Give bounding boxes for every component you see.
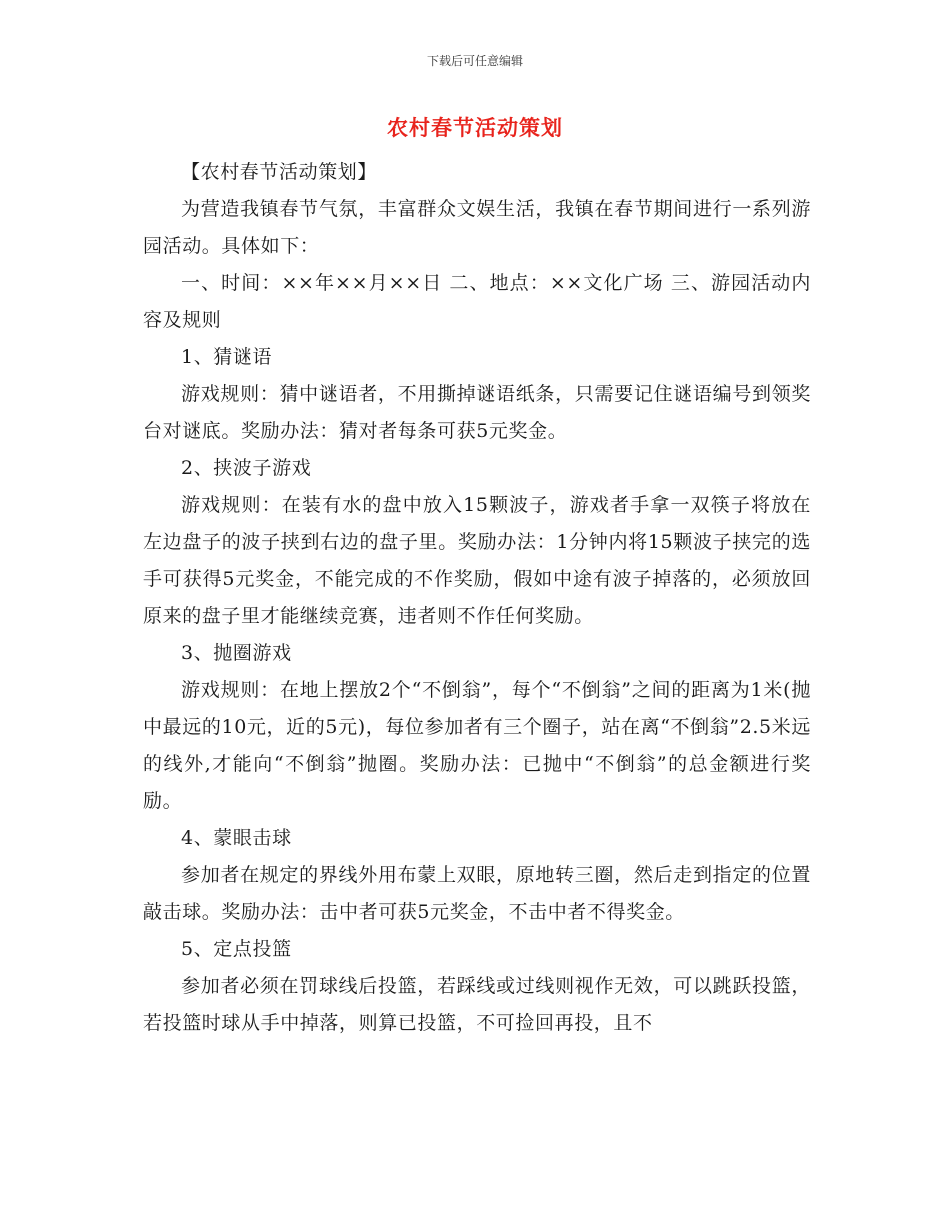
document-title: 农村春节活动策划 [387, 115, 563, 140]
section-heading: 1、猜谜语 [181, 346, 273, 368]
document-body [143, 154, 811, 1042]
section-heading: 5、定点投篮 [181, 938, 292, 960]
section-heading: 3、抛圈游戏 [181, 642, 292, 664]
section-heading: 4、蒙眼击球 [181, 827, 292, 849]
paragraph-rules: 游戏规则：猜中谜语者，不用撕掉谜语纸条，只需要记住谜语编号到领奖台对谜底。奖励办法：猜对者每条可获5元奖金。 [143, 383, 811, 442]
paragraph-rules: 游戏规则：在地上摆放2个“不倒翁”，每个“不倒翁”之间的距离为1米(抛中最远的10元，近的5元)，每位参加者有三个圈子，站在离“不倒翁”2.5米远的线外,才能向“不倒翁”抛圈。奖励办法：已抛中“不倒翁”的总金额进行奖励。 [143, 679, 811, 812]
header-note: 下载后可任意编辑 [426, 54, 523, 68]
paragraph-heading: 【农村春节活动策划】 [181, 161, 378, 183]
paragraph-rules: 参加者在规定的界线外用布蒙上双眼，原地转三圈，然后走到指定的位置敲击球。奖励办法：击中者可获5元奖金，不击中者不得奖金。 [143, 864, 811, 923]
paragraph-rules: 游戏规则：在装有水的盘中放入15颗波子，游戏者手拿一双筷子将放在左边盘子的波子挟到右边的盘子里。奖励办法：1分钟内将15颗波子挟完的选手可获得5元奖金，不能完成的不作奖励，假如中途有波子掉落的，必须放回原来的盘子里才能继续竞赛，违者则不作任何奖励。 [143, 494, 811, 627]
paragraph-time-place: 一、时间：××年××月××日 二、地点：××文化广场 三、游园活动内容及规则 [143, 272, 811, 331]
paragraph-rules: 参加者必须在罚球线后投篮，若踩线或过线则视作无效，可以跳跃投篮，若投篮时球从手中掉落，则算已投篮，不可捡回再投，且不 [143, 975, 811, 1034]
section-heading: 2、挟波子游戏 [181, 457, 312, 479]
paragraph-intro: 为营造我镇春节气氛，丰富群众文娱生活，我镇在春节期间进行一系列游园活动。具体如下： [143, 198, 811, 257]
